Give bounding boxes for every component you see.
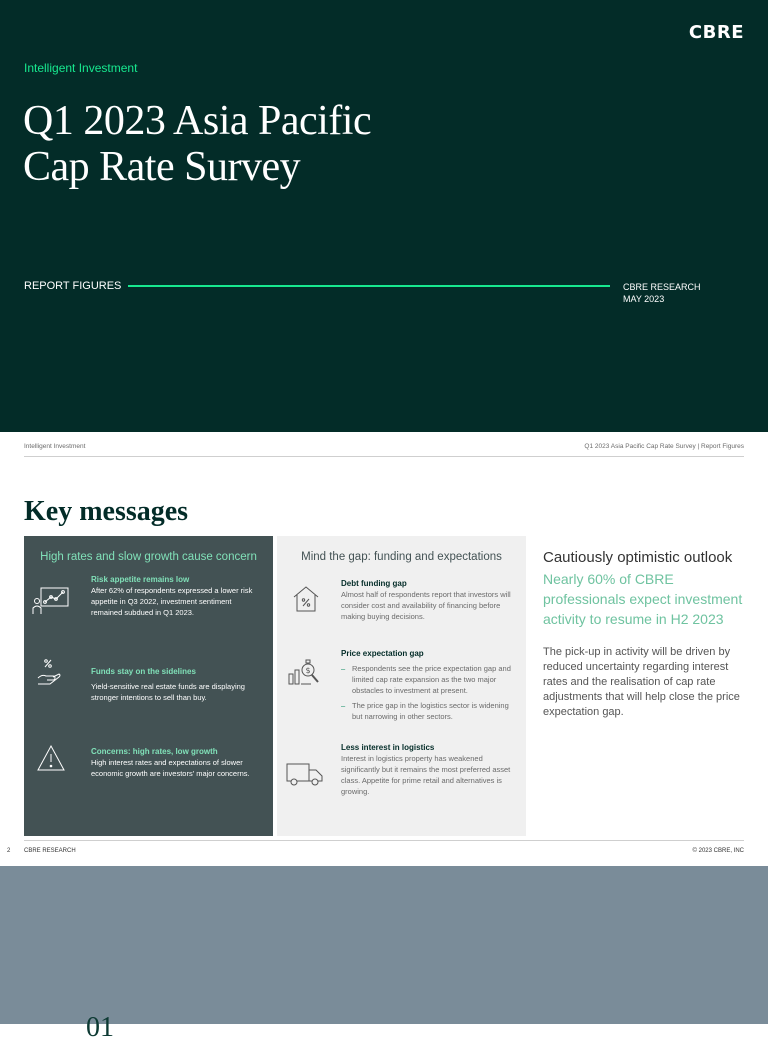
outlook-column (543, 548, 753, 720)
research-label: CBRE RESEARCH (623, 282, 701, 292)
key-messages-page (0, 432, 768, 866)
page-header-right: Q1 2023 Asia Pacific Cap Rate Survey | Report Figures (584, 443, 744, 450)
item-body: After 62% of respondents expressed a lower risk appetite in Q3 2022, investment sentiment remained subdued in Q1 2023. (91, 586, 253, 617)
presentation-chart-icon (32, 586, 70, 616)
accent-divider (128, 285, 610, 287)
footer-left: CBRE RESEARCH (24, 848, 76, 854)
item-title: Funds stay on the sidelines (91, 667, 196, 676)
item-body: Yield-sensitive real estate funds are displaying stronger intentions to sell than buy. (91, 682, 245, 702)
svg-text:$: $ (305, 666, 311, 675)
cover-title (23, 98, 371, 190)
item-title: Price expectation gap (341, 649, 424, 658)
research-date: MAY 2023 (623, 294, 665, 304)
outlook-highlight: Nearly 60% of CBRE professionals expect investment activity to resume in H2 2023 (543, 571, 743, 627)
bullet-dash: – (341, 701, 346, 710)
warning-triangle-icon (36, 744, 66, 772)
bullet-item (341, 663, 513, 696)
hand-percent-icon (36, 658, 66, 688)
concern-panel (24, 536, 273, 836)
cover-title-line2: Cap Rate Survey (23, 144, 301, 190)
house-percent-icon (291, 584, 321, 614)
header-divider (24, 456, 744, 457)
page-number: 2 (7, 848, 11, 854)
key-message-item (91, 574, 263, 618)
footer-divider (24, 840, 744, 841)
cover-kicker: Intelligent Investment (24, 61, 138, 75)
key-message-item (341, 578, 513, 622)
key-message-item (91, 746, 263, 779)
item-title: Concerns: high rates, low growth (91, 747, 218, 756)
next-page (0, 866, 768, 1043)
key-message-item (91, 666, 263, 703)
delivery-truck-icon (285, 760, 325, 788)
copyright: © 2023 CBRE, INC (692, 848, 744, 854)
item-title: Risk appetite remains low (91, 575, 190, 584)
page-header-left: Intelligent Investment (24, 443, 86, 450)
item-title: Debt funding gap (341, 579, 407, 588)
item-body: High interest rates and expectations of slower economic growth are investors' major concerns. (91, 758, 250, 778)
bullet-text: Respondents see the price expectation gap and limited cap rate expansion as the two major obstacles to investment at present. (352, 664, 511, 695)
cover-research-info (623, 281, 701, 305)
cbre-logo: CBRE (688, 22, 744, 43)
outlook-body: The pick-up in activity will be driven by reduced uncertainty regarding interest rates and the realisation of cap rate adjustments that will help close the price expectation gap. (543, 646, 740, 718)
panel-heading: High rates and slow growth cause concern (40, 551, 257, 563)
section-number: 01 (86, 1012, 114, 1043)
key-message-item (341, 648, 513, 726)
report-figures-label: REPORT FIGURES (24, 280, 122, 292)
item-body: Almost half of respondents report that investors will consider cost and availability of financing before making buying decisions. (341, 590, 511, 621)
bullet-dash: – (341, 664, 346, 673)
dollar-magnifier-chart-icon (287, 658, 323, 688)
key-message-item (341, 742, 513, 797)
cover-page (0, 0, 768, 432)
panel-heading: Mind the gap: funding and expectations (301, 551, 502, 563)
item-body: Interest in logistics property has weakened significantly but it remains the most preferred asset class. Appetite for prime retail and alternatives is growing. (341, 754, 511, 796)
item-title: Less interest in logistics (341, 743, 435, 752)
gap-panel (277, 536, 526, 836)
bullet-list (341, 663, 513, 722)
outlook-heading: Cautiously optimistic outlook (543, 549, 733, 566)
cover-title-line1: Q1 2023 Asia Pacific (23, 98, 372, 144)
bullet-text: The price gap in the logistics sector is widening but narrowing in other sectors. (352, 701, 509, 721)
page-title: Key messages (24, 496, 189, 527)
bullet-item (341, 700, 513, 722)
